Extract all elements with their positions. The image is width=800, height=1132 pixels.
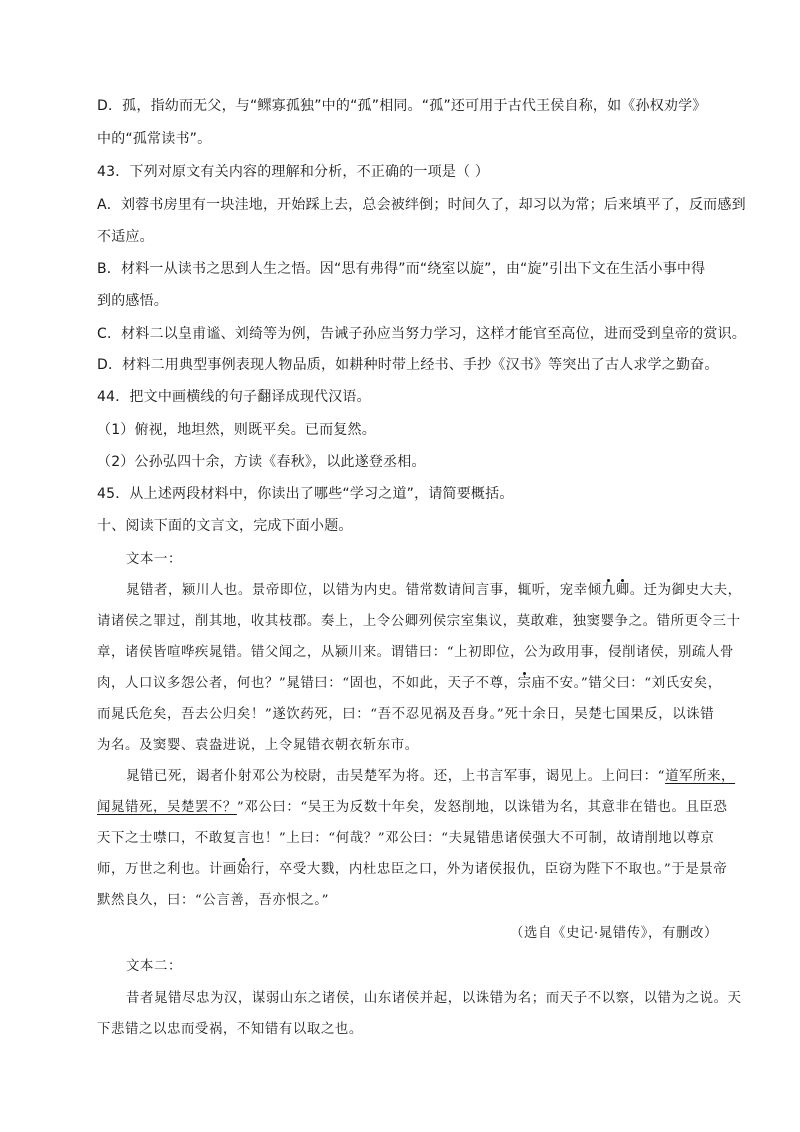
text-run: 庙不安。”错父曰：“刘氏安矣， — [531, 676, 722, 691]
text2-p1-line2: 下悲错之以忠而受祸，不知错有以取之也。 — [97, 1022, 363, 1037]
text1-p1-line1 — [126, 581, 800, 601]
emphasis-dot-char: 九 — [601, 583, 616, 598]
q43-option-a-line2: 不适应。 — [97, 229, 154, 245]
emphasis-dot-char: 卿 — [615, 583, 630, 598]
q44-sentence-1: （1）俯视，地坦然，则既平矣。已而复然。 — [97, 422, 376, 438]
q43-option-c: C．材料二以皇甫谧、刘绮等为例，告诫子孙应当努力学习，这样才能官至高位，进而受到皇帝的赏识。 — [97, 326, 746, 342]
q43-option-b-line2: 到的感悟。 — [97, 293, 168, 309]
q44-stem: 44．把文中画横线的句子翻译成现代汉语。 — [97, 389, 371, 405]
text1-p2-line5: 默然良久，曰：“公言善，吾亦恨之。” — [97, 893, 330, 908]
text1-p2-line3: 天下之士噤口，不敢复言也！”上曰：“何哉？”邓公曰：“夫晁错患诸侯强大不可制，故请削地以尊京 — [97, 831, 715, 846]
text1-p1-line2: 请诸侯之罪过，削其地，收其枝郡。奏上，上令公卿列侯宗室集议，莫敢难，独窦婴争之。错所更令三十 — [97, 614, 741, 629]
text1-p1-line3: 章，诸侯皆喧哗疾晁错。错父闻之，从颍川来。谓错曰：“上初即位，公为政用事，侵削诸侯，别疏人骨 — [97, 645, 735, 660]
text-run: 晁错已死，谒者仆射邓公为校尉，击吴楚军为将。还，上书言军事，谒见上。上问曰：“ — [126, 769, 666, 784]
text2-heading: 文本二： — [126, 959, 182, 974]
q42-option-d-line2: 中的“孤常读书”。 — [97, 131, 212, 147]
text-run: ”邓公曰：“吴王为反数十年矣，发怒削地，以诛错为名，其意非在错也。且臣恐 — [236, 800, 728, 815]
text1-source-citation: （选自《史记·晁错传》，有删改） — [509, 926, 718, 941]
q45-stem: 45．从上述两段材料中，你读出了哪些“学习之道”，请简要概括。 — [97, 486, 514, 502]
q43-stem: 43．下列对原文有关内容的理解和分析，不正确的一项是（ ） — [97, 164, 490, 180]
underlined-sentence: 闻晁错死，吴楚罢不？ — [97, 800, 237, 815]
emphasis-dot-char: 宗 — [517, 676, 532, 691]
text1-p1-line4 — [97, 674, 800, 694]
q43-option-b-line1: B．材料一从读书之思到人生之悟。因“思有弗得”而“绕室以旋”，由“旋”引出下文在生活小事中得 — [97, 261, 706, 277]
text1-p2-line2 — [97, 798, 800, 818]
q43-option-a-line1: A．刘蓉书房里有一块洼地，开始踩上去，总会被绊倒；时间久了，却习以为常；后来填平了，反而感到 — [97, 197, 746, 213]
underlined-sentence: 道军所来， — [665, 769, 736, 784]
text-run: 晁错者，颍川人也。景帝即位，以错为内史。错常数请间言事，辄听，宠幸倾 — [126, 583, 602, 598]
text-run: 肉，人口议多怨公者，何也？”晁错曰：“固也，不如此，天子不尊， — [97, 676, 518, 691]
text-run: 师，万世之利也。计画 — [97, 862, 237, 877]
q43-option-d: D．材料二用典型事例表现人物品质，如耕种时带上经书、手抄《汉书》等突出了古人求学之勤奋。 — [97, 357, 719, 373]
text1-p2-line4 — [97, 860, 800, 880]
text1-p1-line6: 为名。及窦婴、袁盎进说，上令晁错衣朝衣斩东市。 — [97, 738, 419, 753]
text2-p1-line1: 昔者晁错尽忠为汉，谋弱山东之诸侯，山东诸侯并起，以诛错为名；而天子不以察，以错为之说。天 — [126, 991, 742, 1006]
emphasis-dot-char: 始 — [236, 862, 251, 877]
text-run: 行，卒受大戮，内杜忠臣之口，外为诸侯报仇，臣窃为陛下不取也。”于是景帝 — [250, 862, 728, 877]
text1-heading: 文本一： — [126, 552, 182, 567]
text-run: 。迁为御史大夫， — [629, 583, 742, 598]
section-10-heading: 十、阅读下面的文言文，完成下面小题。 — [97, 518, 353, 534]
text1-p1-line5: 而晁氏危矣，吾去公归矣！”遂饮药死，曰：“吾不忍见祸及吾身。”死十余日，吴楚七国果反，以诛错 — [97, 707, 715, 722]
q44-sentence-2: （2）公孙弘四十余，方读《春秋》，以此遂登丞相。 — [97, 454, 426, 470]
text1-p2-line1 — [126, 767, 800, 787]
q42-option-d-line1: D．孤，指幼而无父，与“鳏寡孤独”中的“孤”相同。“孤”还可用于古代王侯自称，如《孙权劝学》 — [97, 98, 707, 114]
